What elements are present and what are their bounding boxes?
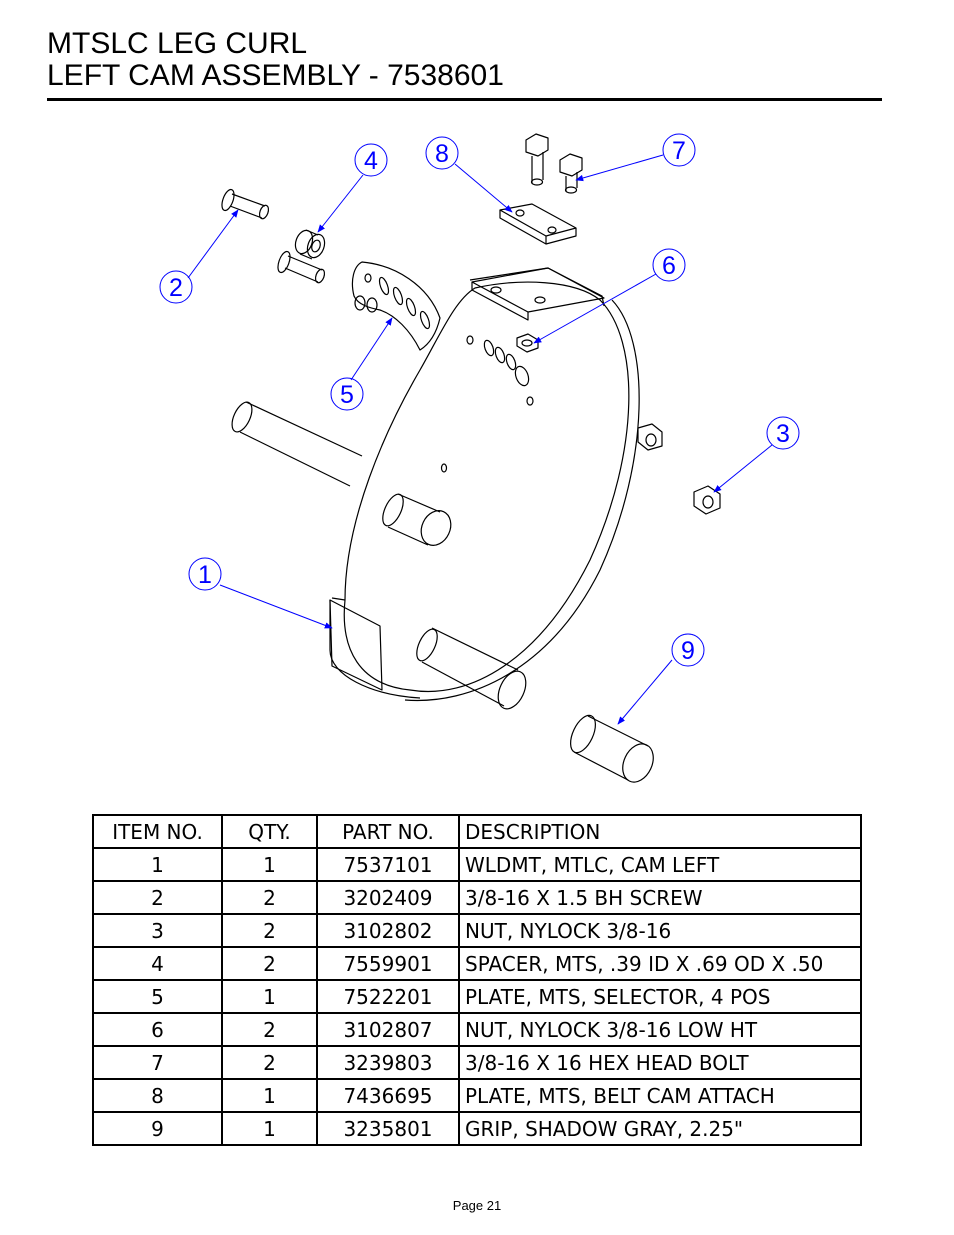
table-row [93, 947, 861, 980]
header-qty: QTY. [222, 815, 317, 848]
item-no-cell: 5 [93, 980, 222, 1013]
qty-cell: 2 [222, 914, 317, 947]
selector-plate [352, 262, 440, 350]
table-row [93, 914, 861, 947]
description-cell: 3/8-16 X 16 HEX HEAD BOLT [459, 1046, 861, 1079]
spacer [292, 228, 327, 260]
part-no-cell: 3102807 [317, 1013, 459, 1046]
item-no-cell: 9 [93, 1112, 222, 1145]
part-no-cell: 7522201 [317, 980, 459, 1013]
callout-3: 3 [776, 420, 790, 448]
part-no-cell: 3102802 [317, 914, 459, 947]
part-no-cell: 7537101 [317, 848, 459, 881]
grip [565, 712, 659, 787]
qty-cell: 1 [222, 1112, 317, 1145]
callout-9: 9 [681, 637, 695, 665]
exploded-assembly-drawing [0, 110, 954, 800]
bh-screw-upper [220, 188, 271, 220]
callout-2: 2 [169, 274, 183, 302]
part-no-cell: 7436695 [317, 1079, 459, 1112]
description-cell: NUT, NYLOCK 3/8-16 [459, 914, 861, 947]
description-cell: PLATE, MTS, BELT CAM ATTACH [459, 1079, 861, 1112]
part-no-cell: 7559901 [317, 947, 459, 980]
item-no-cell: 2 [93, 881, 222, 914]
table-row [93, 881, 861, 914]
hex-bolt-right [560, 154, 582, 193]
part-no-cell: 3235801 [317, 1112, 459, 1145]
item-no-cell: 3 [93, 914, 222, 947]
description-cell: NUT, NYLOCK 3/8-16 LOW HT [459, 1013, 861, 1046]
callout-8: 8 [435, 140, 449, 168]
belt-attach-plate [500, 204, 576, 244]
part-no-cell: 3202409 [317, 881, 459, 914]
description-cell: 3/8-16 X 1.5 BH SCREW [459, 881, 861, 914]
bill-of-materials-table [92, 814, 862, 1146]
title-line-2: LEFT CAM ASSEMBLY - 7538601 [47, 59, 504, 92]
qty-cell: 1 [222, 980, 317, 1013]
callout-7: 7 [672, 137, 686, 165]
qty-cell: 1 [222, 848, 317, 881]
item-no-cell: 8 [93, 1079, 222, 1112]
page-title [47, 28, 504, 92]
callout-4: 4 [364, 147, 378, 175]
qty-cell: 1 [222, 1079, 317, 1112]
item-no-cell: 6 [93, 1013, 222, 1046]
header-description: DESCRIPTION [459, 815, 861, 848]
description-cell: SPACER, MTS, .39 ID X .69 OD X .50 [459, 947, 861, 980]
qty-cell: 2 [222, 1013, 317, 1046]
item-no-cell: 7 [93, 1046, 222, 1079]
qty-cell: 2 [222, 881, 317, 914]
nylock-nut-upper [638, 424, 662, 450]
header-part-no: PART NO. [317, 815, 459, 848]
cam-plate [330, 268, 639, 700]
table-row [93, 848, 861, 881]
page-number: Page 21 [452, 1198, 502, 1213]
cam-shaft-boss [379, 491, 457, 550]
header-item-no: ITEM NO. [93, 815, 222, 848]
title-line-1: MTSLC LEG CURL [47, 27, 308, 60]
table-row [93, 1046, 861, 1079]
description-cell: WLDMT, MTLC, CAM LEFT [459, 848, 861, 881]
table-row [93, 980, 861, 1013]
qty-cell: 2 [222, 1046, 317, 1079]
table-row [93, 1079, 861, 1112]
table-row [93, 1013, 861, 1046]
table-header-row [93, 815, 861, 848]
callout-1: 1 [198, 561, 212, 589]
item-no-cell: 4 [93, 947, 222, 980]
table-row [93, 1112, 861, 1145]
callout-5: 5 [340, 381, 354, 409]
title-rule [47, 98, 882, 101]
callout-6: 6 [662, 252, 676, 280]
cam-shaft-rear [228, 399, 362, 486]
qty-cell: 2 [222, 947, 317, 980]
part-no-cell: 3239803 [317, 1046, 459, 1079]
description-cell: GRIP, SHADOW GRAY, 2.25" [459, 1112, 861, 1145]
item-no-cell: 1 [93, 848, 222, 881]
hex-bolt-left [526, 134, 548, 185]
description-cell: PLATE, MTS, SELECTOR, 4 POS [459, 980, 861, 1013]
